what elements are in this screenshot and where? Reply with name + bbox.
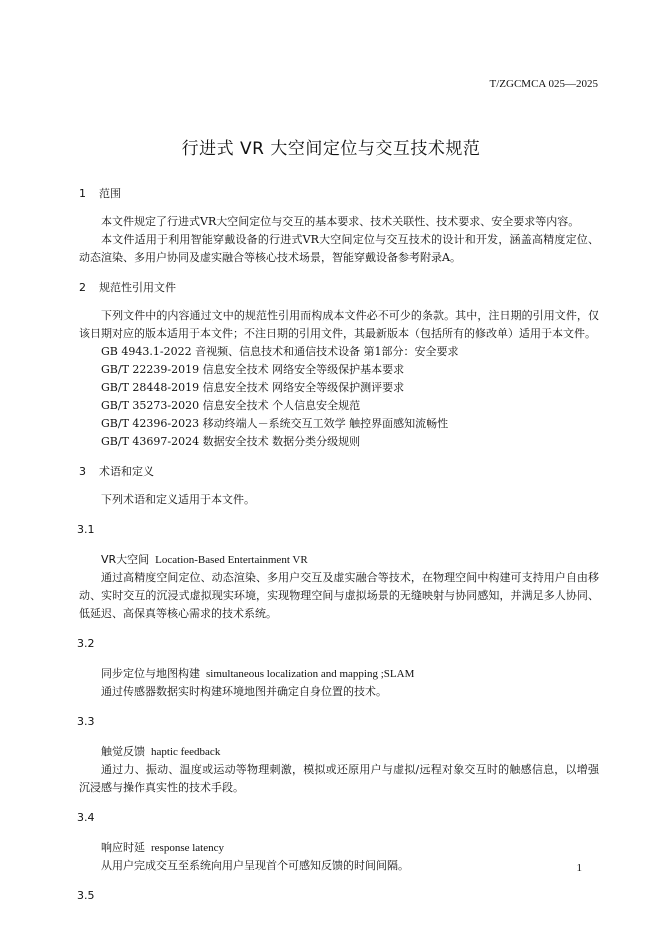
term-en: Location-Based Entertainment VR	[155, 554, 308, 566]
page-number: 1	[576, 862, 582, 874]
reference-item: GB/T 22239-2019 信息安全技术 网络安全等级保护基本要求	[101, 363, 405, 376]
section-1-heading	[79, 185, 599, 203]
term-number: 3.3	[77, 715, 95, 728]
document-body	[79, 185, 599, 917]
term-definition: 通过力、振动、温度或运动等物理刺激，模拟或还原用户与虚拟/远程对象交互时的触感信息，以增强沉浸感与操作真实性的技术手段。	[79, 763, 599, 794]
term-heading	[79, 665, 599, 683]
scope-paragraph: 本文件规定了行进式VR大空间定位与交互的基本要求、技术关联性、技术要求、安全要求等内容。	[101, 215, 580, 228]
section-3-heading	[79, 463, 599, 481]
references-intro: 下列文件中的内容通过文中的规范性引用而构成本文件必不可少的条款。其中，注日期的引用文件，仅该日期对应的版本适用于本文件；不注日期的引用文件，其最新版本（包括所有的修改单）适用于本文件。	[79, 309, 599, 340]
terms-intro: 下列术语和定义适用于本文件。	[101, 493, 255, 506]
section-number: 3	[79, 465, 86, 478]
term-en: haptic feedback	[151, 746, 221, 758]
term-heading	[79, 743, 599, 761]
term-definition: 从用户完成交互至系统向用户呈现首个可感知反馈的时间间隔。	[101, 859, 409, 872]
term-en: simultaneous localization and mapping ;SLAM	[206, 668, 415, 680]
term-heading	[79, 551, 599, 569]
section-number: 1	[79, 187, 86, 200]
term-zh: VR大空间	[101, 553, 150, 566]
document-title: 行进式 VR 大空间定位与交互技术规范	[181, 139, 481, 159]
reference-item: GB/T 28448-2019 信息安全技术 网络安全等级保护测评要求	[101, 381, 405, 394]
reference-item: GB 4943.1-2022 音视频、信息技术和通信技术设备 第1部分：安全要求	[101, 345, 459, 358]
reference-item: GB/T 35273-2020 信息安全技术 个人信息安全规范	[101, 399, 361, 412]
reference-item: GB/T 42396-2023 移动终端人－系统交互工效学 触控界面感知流畅性	[101, 417, 449, 430]
term-zh: 触觉反馈	[101, 745, 145, 758]
section-2-heading	[79, 279, 599, 297]
scope-paragraph: 本文件适用于利用智能穿戴设备的行进式VR大空间定位与交互技术的设计和开发，涵盖高精度定位、动态渲染、多用户协同及虚实融合等核心技术场景，智能穿戴设备参考附录A。	[79, 233, 599, 264]
term-zh: 响应时延	[101, 841, 145, 854]
term-en: response latency	[151, 842, 224, 854]
term-number: 3.2	[77, 637, 95, 650]
standard-number: T/ZGCMCA 025—2025	[489, 78, 598, 90]
section-number: 2	[79, 281, 86, 294]
section-title: 术语和定义	[99, 465, 154, 478]
section-title: 规范性引用文件	[99, 281, 176, 294]
term-definition: 通过传感器数据实时构建环境地图并确定自身位置的技术。	[101, 685, 387, 698]
term-zh: 同步定位与地图构建	[101, 667, 200, 680]
section-title: 范围	[99, 187, 121, 200]
reference-item: GB/T 43697-2024 数据安全技术 数据分类分级规则	[101, 435, 361, 448]
term-definition: 通过高精度空间定位、动态渲染、多用户交互及虚实融合等技术，在物理空间中构建可支持用户自由移动、实时交互的沉浸式虚拟现实环境，实现物理空间与虚拟场景的无缝映射与协同感知，并满足多人协同、低延迟、高保真等核心需求的技术系统。	[79, 571, 599, 620]
term-number: 3.4	[77, 811, 95, 824]
term-heading	[79, 839, 599, 857]
term-number: 3.1	[77, 523, 95, 536]
term-number: 3.5	[77, 889, 95, 902]
